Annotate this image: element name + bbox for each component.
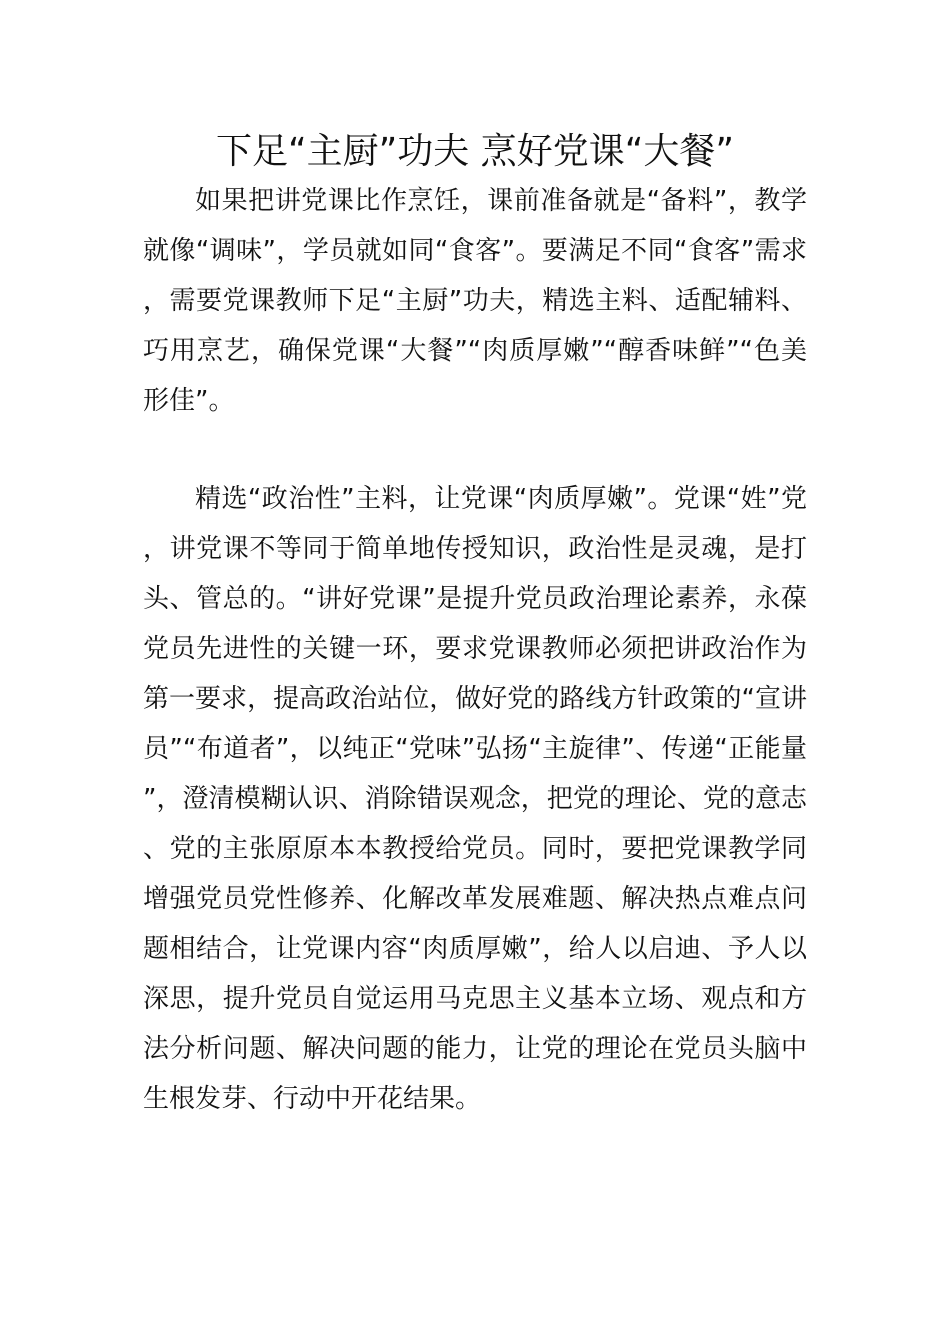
- document-title: 下足“主厨”功夫 烹好党课“大餐”: [215, 131, 735, 172]
- paragraph-political-main-ingredient: 精选“政治性”主料，让党课“肉质厚嫩”。党课“姓”党，讲党课不等同于简单地传授知识，政治性是灵魂，是打头、管总的。“讲好党课”是提升党员政治理论素养，永葆党员先进性的关键一环，要求党课教师必须把讲政治作为第一要求，提高政治站位，做好党的路线方针政策的“宣讲员”“布道者”，以纯正“党味”弘扬“主旋律”、传递“正能量”，澄清模糊认识、消除错误观念，把党的理论、党的意志、党的主张原原本本教授给党员。同时，要把党课教学同增强党员党性修养、化解改革发展难题、解决热点难点问题相结合，让党课内容“肉质厚嫩”，给人以启迪、予人以深思，提升党员自觉运用马克思主义基本立场、观点和方法分析问题、解决问题的能力，让党的理论在党员头脑中生根发芽、行动中开花结果。: [143, 484, 807, 1114]
- paragraph-intro: 如果把讲党课比作烹饪，课前准备就是“备料”，教学就像“调味”，学员就如同“食客”。要满足不同“食客”需求，需要党课教师下足“主厨”功夫，精选主料、适配辅料、巧用烹艺，确保党课“大餐”“肉质厚嫩”“醇香味鲜”“色美形佳”。: [143, 186, 807, 416]
